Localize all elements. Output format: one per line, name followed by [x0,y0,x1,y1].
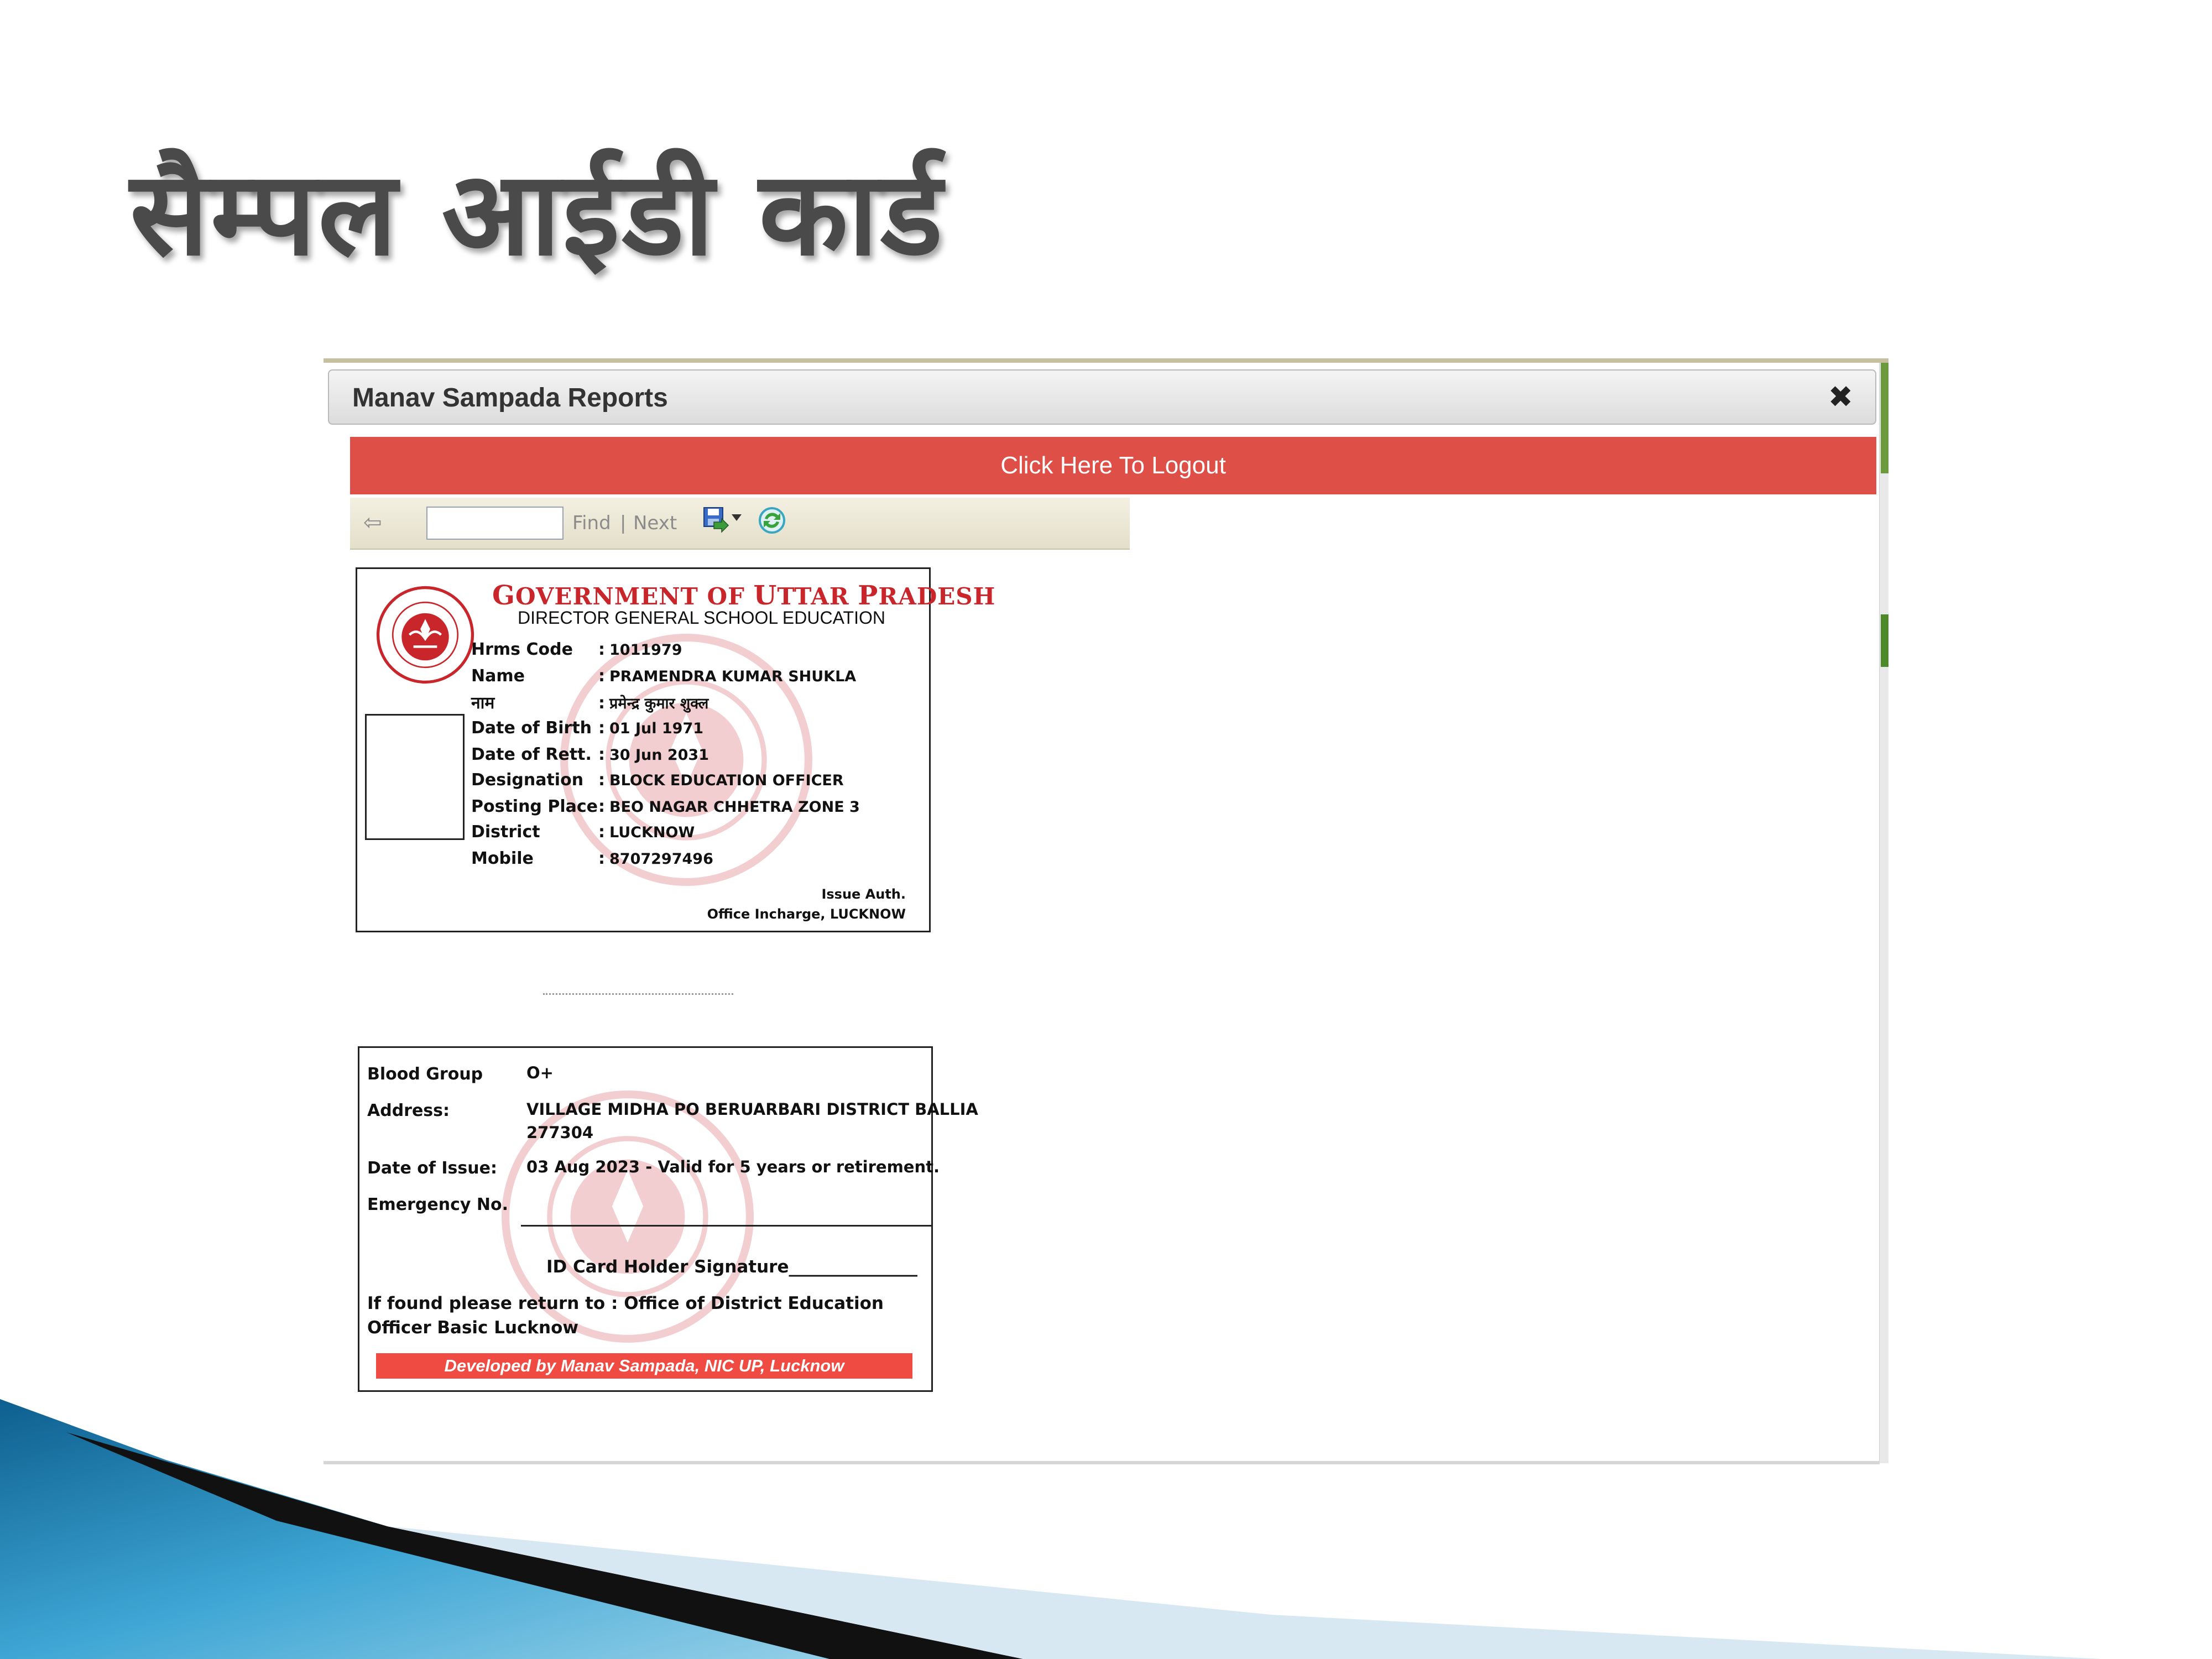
field-date-of-birth: Date of Birth : 01 Jul 1971 [471,718,704,738]
window-top-edge [324,358,1888,363]
logout-button[interactable]: Click Here To Logout [350,437,1876,494]
blood-group-value: O+ [526,1063,554,1082]
toolbar-separator: | [620,512,627,534]
field-name-hindi: नाम : प्रमेन्द्र कुमार शुक्ल [471,693,709,713]
emergency-number-line [521,1225,933,1227]
emergency-number-label: Emergency No. [367,1195,508,1214]
field-mobile: Mobile : 8707297496 [471,849,713,868]
field-hrms-code: Hrms Code : 1011979 [471,640,682,659]
dialog-title: Manav Sampada Reports [352,383,668,413]
address-line-1: VILLAGE MIDHA PO BERUARBARI DISTRICT BALLIA [526,1100,978,1119]
issue-authority: Issue Auth. [821,886,906,902]
next-link[interactable]: Next [633,512,677,534]
field-date-of-retirement: Date of Rett. : 30 Jun 2031 [471,745,709,764]
developer-credit: Developed by Manav Sampada, NIC UP, Lucknow [376,1353,912,1379]
issuing-office: Office Incharge, LUCKNOW [707,906,906,922]
return-instructions: If found please return to : Office of District Education Officer Basic Lucknow [367,1293,884,1338]
blood-group-label: Blood Group [367,1065,483,1084]
report-window-screenshot [324,358,1888,1464]
field-name: Name : PRAMENDRA KUMAR SHUKLA [471,666,857,686]
find-link[interactable]: Find [572,512,611,534]
background-page-strip [1879,363,1888,1463]
date-of-issue-label: Date of Issue: [367,1159,497,1178]
card-divider [543,993,733,995]
id-card-back [358,1046,978,1392]
field-designation: Designation : BLOCK EDUCATION OFFICER [471,770,844,790]
save-icon[interactable] [703,505,729,536]
dropdown-arrow-icon[interactable] [732,514,742,522]
card-department: DIRECTOR GENERAL SCHOOL EDUCATION [518,608,885,628]
up-emblem-icon [376,586,474,684]
field-district: District : LUCKNOW [471,822,695,842]
refresh-icon[interactable] [757,505,787,535]
card-gov-title: GOVERNMENT OF UTTAR PRADESH [492,580,996,611]
back-arrow-icon[interactable]: ⇦ [363,510,382,535]
id-card-front [356,567,996,932]
slide-title: सैम्पल आईडी कार्ड [130,146,945,281]
address-label: Address: [367,1101,450,1120]
find-input[interactable] [426,507,564,540]
holder-signature: ID Card Holder Signature_______________ [546,1257,917,1277]
window-bottom-edge [324,1461,1880,1464]
photo-placeholder [365,714,465,840]
date-of-issue-value: 03 Aug 2023 - Valid for 5 years or retirement. [526,1157,940,1176]
field-posting-place: Posting Place: BEO NAGAR CHHETRA ZONE 3 [471,797,860,816]
address-line-2: 277304 [526,1123,594,1142]
close-icon[interactable]: ✖ [1828,379,1853,414]
report-toolbar [350,498,1130,550]
dialog-titlebar [328,369,1876,425]
